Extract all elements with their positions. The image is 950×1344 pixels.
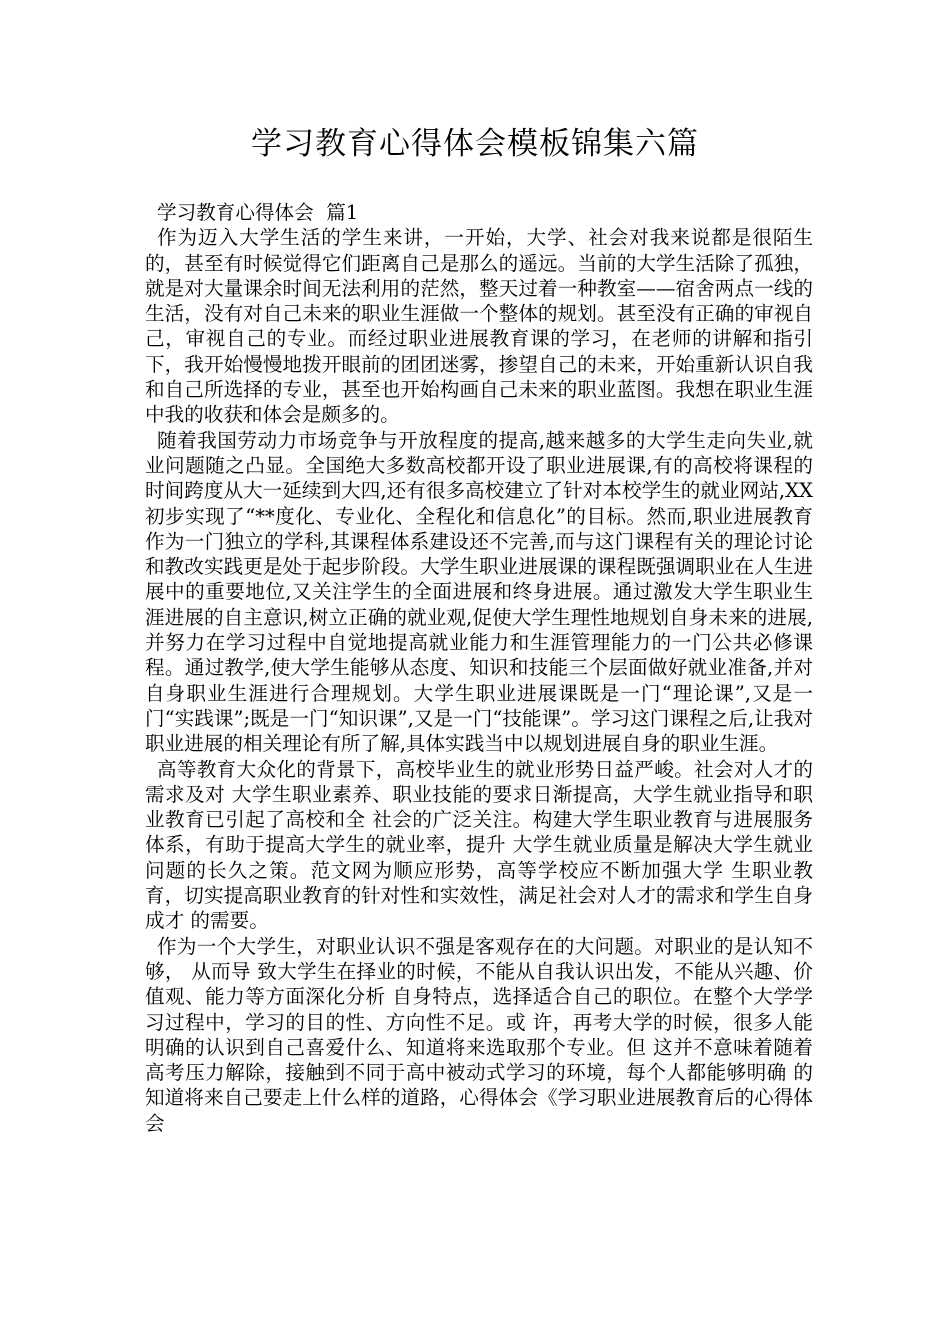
document-body: [145, 200, 813, 1136]
paragraph-2: 随着我国劳动力市场竞争与开放程度的提高,越来越多的大学生走向失业,就业问题随之凸显。全国绝大多数高校都开设了职业进展课,有的高校将课程的时间跨度从大一延续到大四,还有很多高校建立了针对本校学生的就业网站,XX初步实现了“**度化、专业化、全程化和信息化”的目标。然而,职业进展教育作为一门独立的学科,其课程体系建设还不完善,而与这门课程有关的理论讨论和教改实践更是处于起步阶段。大学生职业进展课的课程既强调职业在人生进展中的重要地位,又关注学生的全面进展和终身进展。通过激发大学生职业生涯进展的自主意识,树立正确的就业观,促使大学生理性地规划自身未来的进展,并努力在学习过程中自觉地提高就业能力和生涯管理能力的一门公共必修课程。通过教学,使大学生能够从态度、知识和技能三个层面做好就业准备,并对自身职业生涯进行合理规划。大学生职业进展课既是一门“理论课”,又是一门“实践课”;既是一门“知识课”,又是一门“技能课”。学习这门课程之后,让我对职业进展的相关理论有所了解,具体实践当中以规划进展自身的职业生涯。: [145, 428, 813, 756]
paragraph-4: 作为一个大学生，对职业认识不强是客观存在的大问题。对职业的是认知不够， 从而导 致大学生在择业的时候，不能从自我认识出发，不能从兴趣、价值观、能力等方面深化分析 自身特点，选择适合自己的职位。在整个大学学习过程中，学习的目的性、方向性不足。或 许，再考大学的时候，很多人能明确的认识到自己喜爱什么、知道将来选取那个专业。但 这并不意味着随着高考压力解除，接触到不同于高中被动式学习的环境，每个人都能够明确 的知道将来自己要走上什么样的道路，心得体会《学习职业进展教育后的心得体会: [145, 934, 813, 1135]
paragraph-3: 高等教育大众化的背景下，高校毕业生的就业形势日益严峻。社会对人才的需求及对 大学生职业素养、职业技能的要求日渐提高，大学生就业指导和职业教育已引起了高校和全 社会的广泛关注。构建大学生职业教育与进展服务体系，有助于提高大学生的就业率，提升 大学生就业质量是解决大学生就业问题的长久之策。范文网为顺应形势，高等学校应不断加强大学 生职业教育，切实提高职业教育的针对性和实效性，满足社会对人才的需求和学生自身成才 的需要。: [145, 757, 813, 933]
document-title: 学习教育心得体会模板锦集六篇: [251, 126, 699, 162]
paragraph-1: 作为迈入大学生活的学生来讲，一开始，大学、社会对我来说都是很陌生的，甚至有时候觉得它们距离自己是那么的遥远。当前的大学生活除了孤独，就是对大量课余时间无法利用的茫然，整天过着一种教室——宿舍两点一线的生活，没有对自己未来的职业生涯做一个整体的规划。甚至没有正确的审视自己，审视自己的专业。而经过职业进展教育课的学习，在老师的讲解和指引下，我开始慢慢地拨开眼前的团团迷雾，掺望自己的未来，开始重新认识自我和自己所选择的专业，甚至也开始构画自己未来的职业蓝图。我想在职业生涯中我的收获和体会是颇多的。: [145, 226, 813, 427]
section-heading: 学习教育心得体会 篇1: [157, 201, 359, 224]
